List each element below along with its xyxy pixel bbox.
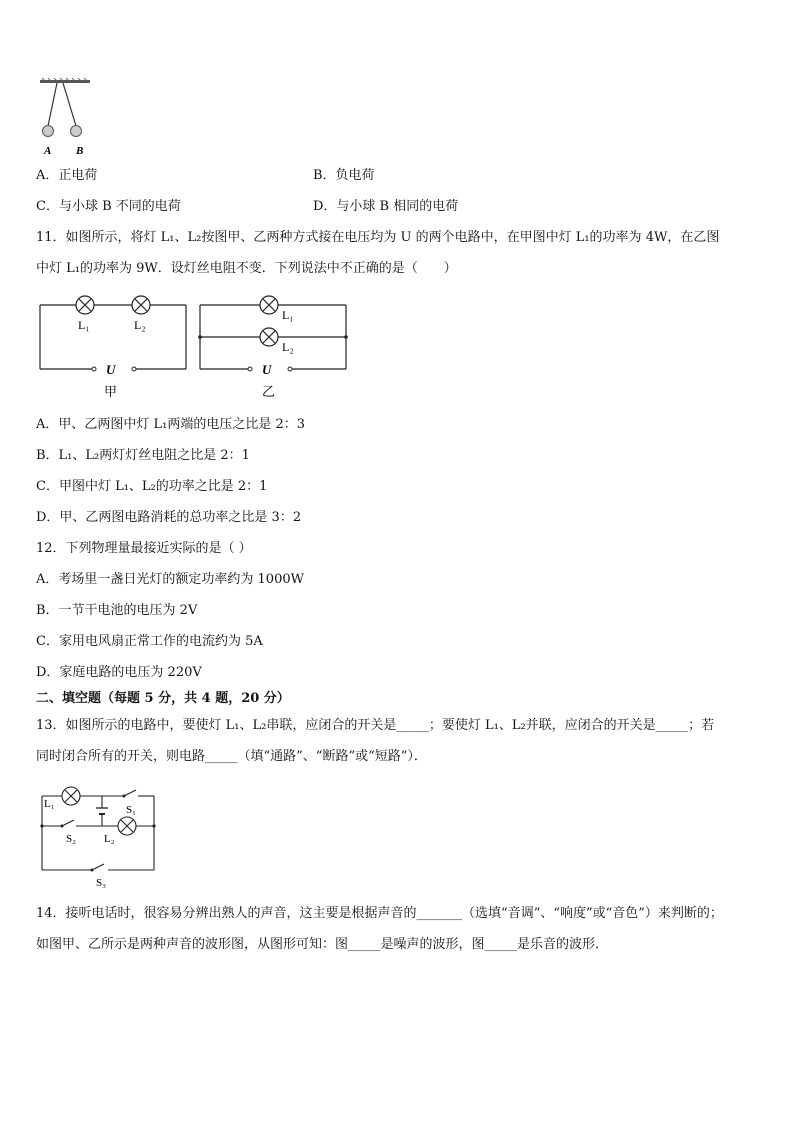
label-l1: L₁ bbox=[78, 318, 90, 332]
q12-option-d: D．家庭电路的电压为 220V bbox=[36, 665, 202, 680]
section-heading: 二、填空题（每题 5 分，共 4 题，20 分） bbox=[36, 691, 290, 706]
caption-yi: 乙 bbox=[262, 384, 276, 399]
lamp-l1-icon bbox=[260, 296, 278, 314]
label-l2: L₂ bbox=[282, 340, 294, 354]
caption-jia: 甲 bbox=[104, 384, 118, 399]
thread-b bbox=[63, 83, 76, 126]
circuit-q13-figure bbox=[38, 782, 162, 890]
q11-option-b: B．L₁、L₂两灯灯丝电阻之比是 2：1 bbox=[36, 448, 250, 463]
terminal-left bbox=[92, 367, 96, 371]
q10-option-d: D．与小球 B 相同的电荷 bbox=[313, 199, 459, 214]
label-s2: S₂ bbox=[66, 833, 76, 845]
q12-option-a: A．考场里一盏日光灯的额定功率约为 1000W bbox=[36, 572, 304, 587]
switch-s1-icon bbox=[124, 790, 136, 796]
terminal-left bbox=[248, 367, 252, 371]
q11-option-a: A．甲、乙两图中灯 L₁两端的电压之比是 2：3 bbox=[36, 417, 306, 432]
label-s1: S₁ bbox=[126, 804, 136, 816]
label-a: A bbox=[44, 145, 52, 157]
circuit-jia-figure bbox=[36, 292, 196, 402]
terminal-right bbox=[132, 367, 136, 371]
switch-s3-icon bbox=[92, 864, 104, 870]
q11-stem-line1: 11．如图所示，将灯 L₁、L₂按图甲、乙两种方式接在电压均为 U 的两个电路中，在甲图中灯 L₁的功率为 4W，在乙图 bbox=[36, 230, 720, 245]
label-l2: L₂ bbox=[134, 318, 146, 332]
junction-right bbox=[344, 335, 348, 339]
q14-stem-line1: 14．接听电话时，很容易分辨出熟人的声音，这主要是根据声音的_______（选填“音调”、“响度”或“音色”）来判断的； bbox=[36, 906, 723, 921]
lamp-l2-icon bbox=[118, 817, 136, 835]
switch-s2-icon bbox=[62, 820, 74, 826]
q12-option-c: C．家用电风扇正常工作的电流约为 5A bbox=[36, 634, 263, 649]
circuit-yi-figure bbox=[196, 292, 356, 402]
lamp-l2-icon bbox=[132, 296, 150, 314]
label-u: U bbox=[106, 362, 116, 377]
thread-a bbox=[48, 83, 57, 126]
label-l1: L₁ bbox=[44, 798, 55, 810]
q13-stem-line2: 同时闭合所有的开关，则电路_____（填“通路”、“断路”或“短路”）． bbox=[36, 749, 427, 764]
lamp-l1-icon bbox=[76, 296, 94, 314]
q10-option-a: A．正电荷 bbox=[36, 168, 98, 183]
q12-option-b: B．一节干电池的电压为 2V bbox=[36, 603, 198, 618]
q11-stem-line2: 中灯 L₁的功率为 9W．设灯丝电阻不变．下列说法中不正确的是（ ） bbox=[36, 261, 457, 276]
q10-option-c: C．与小球 B 不同的电荷 bbox=[36, 199, 181, 214]
label-u: U bbox=[262, 362, 272, 377]
q11-option-c: C．甲图中灯 L₁、L₂的功率之比是 2：1 bbox=[36, 479, 268, 494]
terminal-right bbox=[288, 367, 292, 371]
q13-stem-line1: 13．如图所示的电路中，要使灯 L₁、L₂串联，应闭合的开关是_____；要使灯 L₁、L₂并联，应闭合的开关是_____；若 bbox=[36, 718, 715, 733]
label-b: B bbox=[76, 145, 84, 157]
q14-stem-line2: 如图甲、乙所示是两种声音的波形图，从图形可知：图_____是噪声的波形，图_____是乐音的波形． bbox=[36, 937, 609, 952]
q12-stem: 12．下列物理量最接近实际的是（ ） bbox=[36, 541, 252, 556]
ball-b bbox=[71, 126, 82, 137]
label-l1: L₁ bbox=[282, 308, 294, 322]
ceiling-bar bbox=[40, 80, 90, 83]
pendulum-figure bbox=[36, 78, 96, 160]
q11-option-d: D．甲、乙两图电路消耗的总功率之比是 3：2 bbox=[36, 510, 302, 525]
lamp-l2-icon bbox=[260, 328, 278, 346]
label-s3: S₃ bbox=[96, 877, 106, 889]
q10-option-b: B．负电荷 bbox=[313, 168, 375, 183]
lamp-l1-icon bbox=[62, 787, 80, 805]
ball-a bbox=[43, 126, 54, 137]
label-l2: L₂ bbox=[104, 833, 115, 845]
junction-left bbox=[198, 335, 202, 339]
